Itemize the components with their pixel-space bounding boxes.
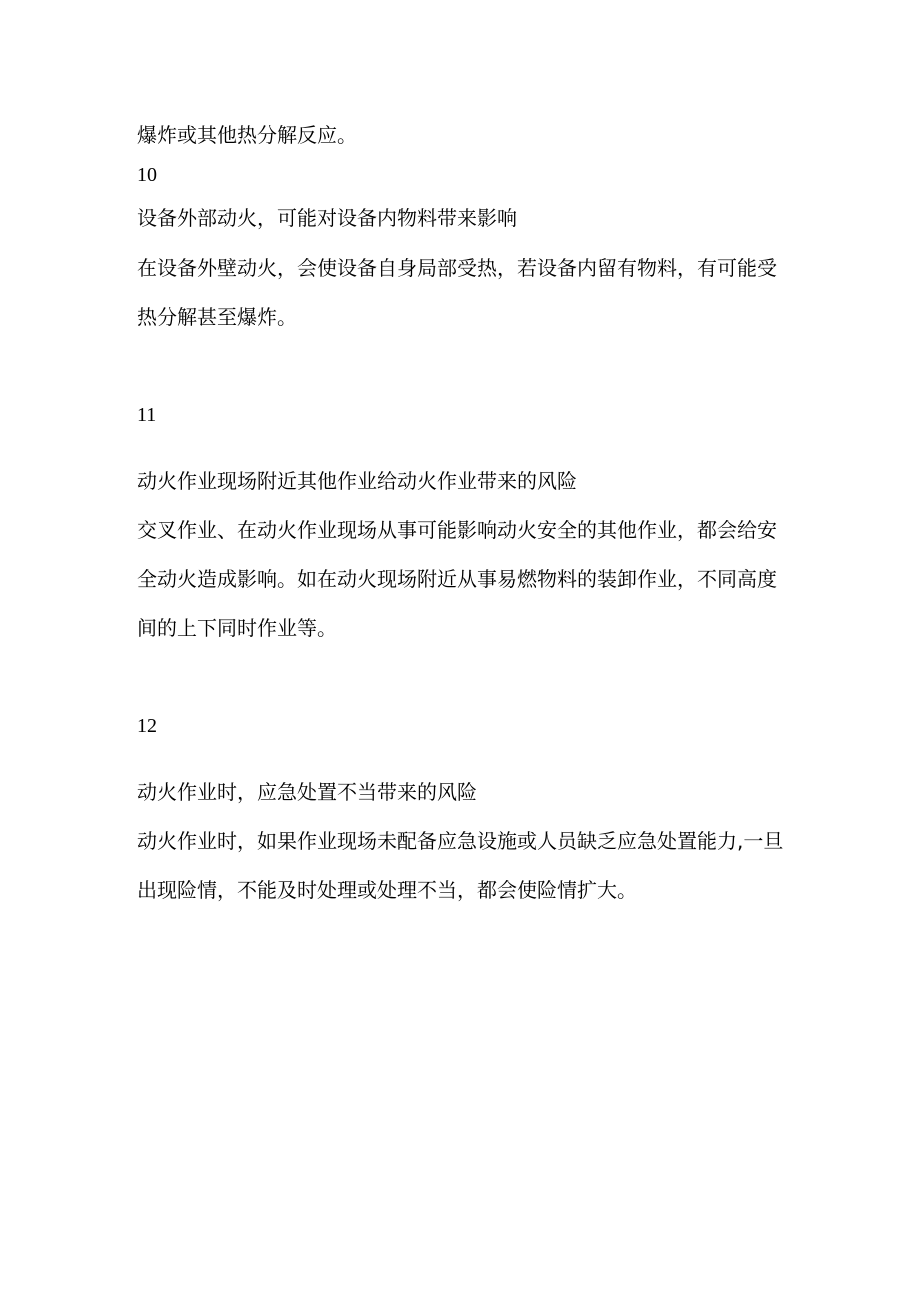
section-number-10: 10 (137, 164, 157, 186)
section-heading-12: 动火作业时，应急处置不当带来的风险 (137, 780, 477, 804)
section-body-12-line-1: 动火作业时，如果作业现场未配备应急设施或人员缺乏应急处置能力,一旦 (137, 829, 784, 853)
section-body-11-line-2: 全动火造成影响。如在动火现场附近从事易燃物料的装卸作业，不同高度 (137, 567, 777, 591)
section-body-11-line-3: 间的上下同时作业等。 (137, 616, 337, 640)
section-heading-11: 动火作业现场附近其他作业给动火作业带来的风险 (137, 469, 577, 493)
section-number-11: 11 (137, 404, 157, 426)
section-heading-10: 设备外部动火，可能对设备内物料带来影响 (137, 206, 517, 230)
section-body-11-line-1: 交叉作业、在动火作业现场从事可能影响动火安全的其他作业，都会给安 (137, 518, 777, 542)
section-body-10-line-2: 热分解甚至爆炸。 (137, 305, 297, 329)
section-number-12: 12 (137, 715, 157, 737)
section-body-12-line-2: 出现险情，不能及时处理或处理不当，都会使险情扩大。 (137, 878, 637, 902)
section-body-10-line-1: 在设备外壁动火，会使设备自身局部受热，若设备内留有物料，有可能受 (137, 256, 777, 280)
intro-tail-text: 爆炸或其他热分解反应。 (137, 123, 357, 147)
